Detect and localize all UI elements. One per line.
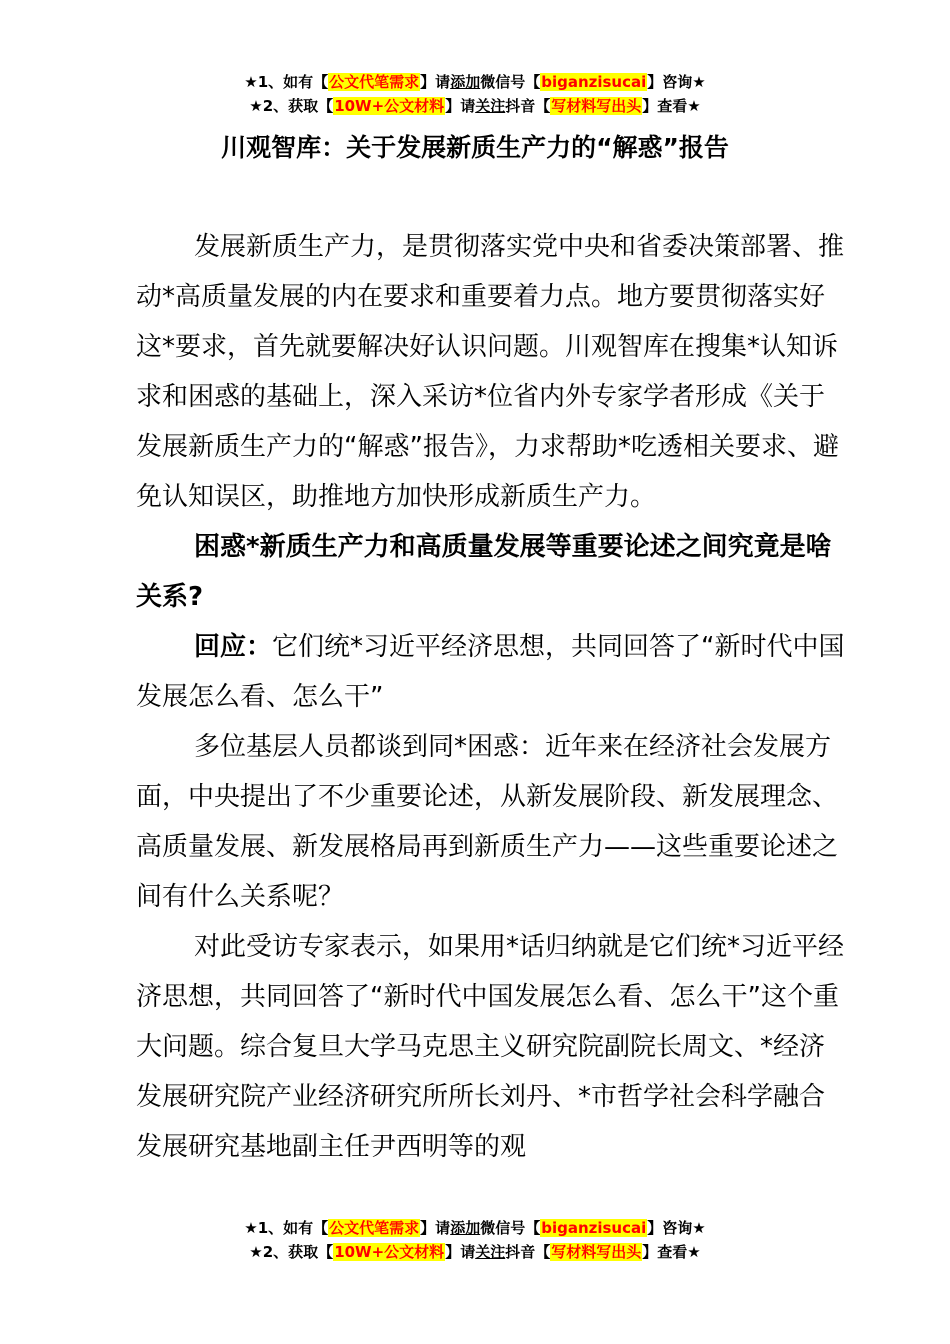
highlight-text: biganzisucai <box>541 73 647 91</box>
banner-text: ★1、如有【 <box>244 73 329 91</box>
banner-line-2 <box>0 94 950 118</box>
response-text: 它们统*习近平经济思想，共同回答了“新时代中国发展怎么看、怎么干” <box>136 632 845 712</box>
underlined-text: 关注 <box>475 1243 506 1261</box>
footer-banner <box>0 1216 950 1264</box>
banner-text: 】咨询★ <box>647 73 706 91</box>
paragraph: 多位基层人员都谈到同*困惑：近年来在经济社会发展方面，中央提出了不少重要论述，从新发展阶段、新发展理念、高质量发展、新发展格局再到新质生产力——这些重要论述之间有什么关系呢？ <box>136 732 839 912</box>
response-paragraph <box>136 622 848 722</box>
banner-text: ★2、获取【 <box>249 97 334 115</box>
banner-text: 】请 <box>420 73 451 91</box>
document-title: 川观智库：关于发展新质生产力的“解惑”报告 <box>221 133 729 162</box>
underlined-text: 添加 <box>450 1219 481 1237</box>
banner-text: 抖音【 <box>505 1243 551 1261</box>
banner-line-1 <box>0 1216 950 1240</box>
document-body <box>136 222 848 1172</box>
paragraph: 发展新质生产力，是贯彻落实党中央和省委决策部署、推动*高质量发展的内在要求和重要着力点。地方要贯彻落实好这*要求，首先就要解决好认识问题。川观智库在搜集*认知诉求和困惑的基础上，深入采访*位省内外专家学者形成《关于发展新质生产力的“解惑”报告》，力求帮助*吃透相关要求、避免认知误区，助推地方加快形成新质生产力。 <box>136 232 845 512</box>
highlight-text: 公文代笔需求 <box>329 73 420 91</box>
highlight-text: 写材料写出头 <box>551 1243 642 1261</box>
banner-text: 】请 <box>445 1243 476 1261</box>
banner-text: 抖音【 <box>505 97 551 115</box>
paragraph: 对此受访专家表示，如果用*话归纳就是它们统*习近平经济思想，共同回答了“新时代中国发展怎么看、怎么干”这个重大问题。综合复旦大学马克思主义研究院副院长周文、*经济发展研究院产业经济研究所所长刘丹、*市哲学社会科学融合发展研究基地副主任尹西明等的观 <box>136 932 845 1162</box>
banner-text: 】查看★ <box>642 97 701 115</box>
underlined-text: 关注 <box>475 97 506 115</box>
banner-text: 微信号【 <box>480 1219 541 1237</box>
question-heading: 困惑*新质生产力和高质量发展等重要论述之间究竟是啥关系? <box>136 532 832 612</box>
underlined-text: 添加 <box>450 73 481 91</box>
banner-text: 】查看★ <box>642 1243 701 1261</box>
banner-line-2 <box>0 1240 950 1264</box>
banner-text: 】请 <box>420 1219 451 1237</box>
banner-text: ★2、获取【 <box>249 1243 334 1261</box>
highlight-text: biganzisucai <box>541 1219 647 1237</box>
header-banner <box>0 70 950 118</box>
highlight-text: 10W+公文材料 <box>334 1243 445 1261</box>
highlight-text: 公文代笔需求 <box>329 1219 420 1237</box>
banner-line-1 <box>0 70 950 94</box>
banner-text: 】请 <box>445 97 476 115</box>
response-lead: 回应： <box>194 632 273 662</box>
banner-text: 微信号【 <box>480 73 541 91</box>
banner-text: 】咨询★ <box>647 1219 706 1237</box>
highlight-text: 10W+公文材料 <box>334 97 445 115</box>
highlight-text: 写材料写出头 <box>551 97 642 115</box>
banner-text: ★1、如有【 <box>244 1219 329 1237</box>
